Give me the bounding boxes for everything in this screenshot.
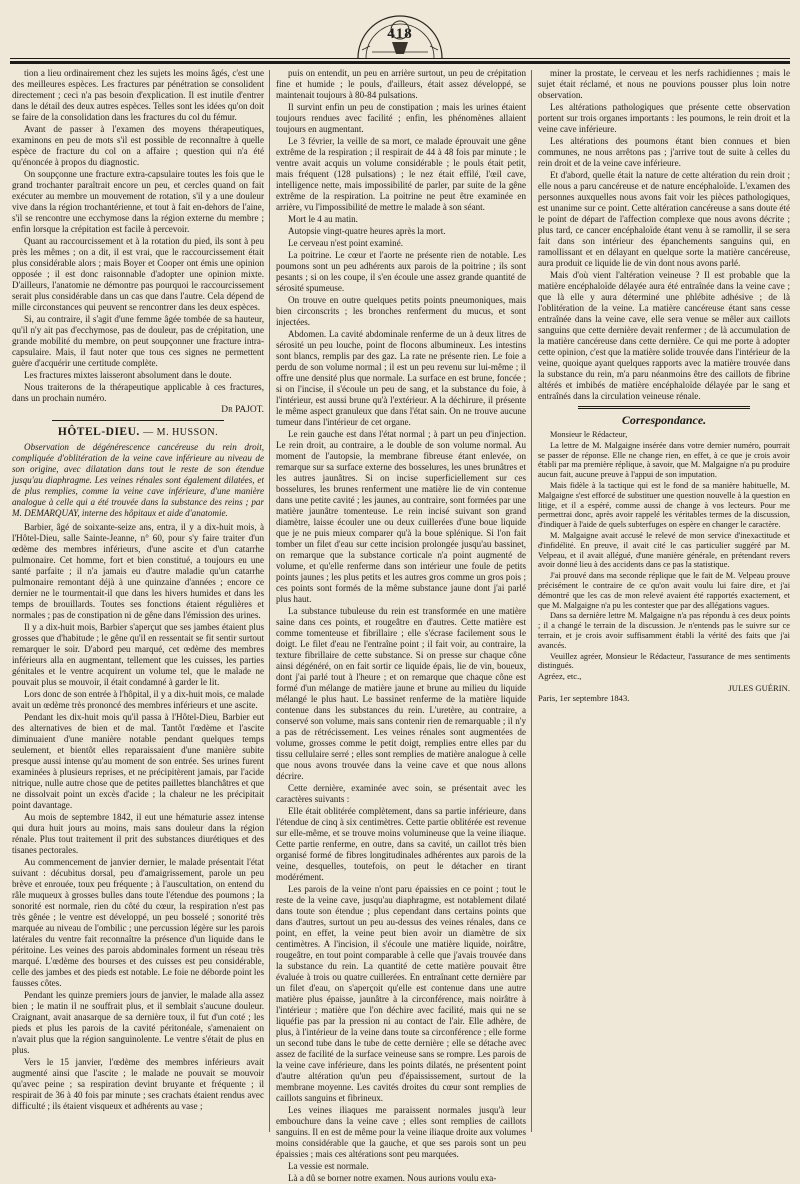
paragraph: Lors donc de son entrée à l'hôpital, il y a dix-huit mois, ce malade avait un œdème très prononcé des membres inférieurs et une ascite. (12, 689, 264, 710)
letter-body (538, 430, 790, 704)
paragraph: Au commencement de janvier dernier, le malade présentait l'état suivant : décubitus dorsal, peu d'amaigrissement, parole un peu brève et enrouée, toux peu fréquente ; à l'auscultation, on entend du râle muqueux à grosses bulles dans toute l'étendue des poumons ; la sonorité est normale, rien du côté du cœur, la respiration n'est pas très gênée ; le ventre est développé, un peu bosselé ; sonorité très marquée au niveau de l'ombilic ; une percussion légère sur les parois latérales du ventre fait reconnaître la présence d'un liquide dans le péritoine. Les veines des parois abdominales forment un réseau très marqué. L'œdème des bourses et des cuisses est peu considérable, celle des jambes et des pieds est notable. Le foie ne déborde point les fausses côtes. (12, 857, 265, 988)
section-divider (578, 406, 750, 409)
paragraph: Et d'abord, quelle était la nature de cette altération du rein droit ; elle nous a paru cancéreuse et de nature encéphaloïde. L'examen des personnes auxquelles nous avons fait voir les pièces pathologiques, est unanime sur ce point. Cette altération cancéreuse a sans doute été le point de départ de l'affection complexe que nous avons décrite ; plus tard, ce cancer encéphaloïde étant venu à se ramollir, il se sera fait dans son intérieur des épanchements sanguins qui, en ramollissant et en délayant en quelque sorte la matière cancéreuse, aura produit ce liquide lie de vin dont nous avons parlé. (538, 170, 790, 268)
correspondence-title: Correspondance. (621, 413, 707, 427)
paragraph: Le rein gauche est dans l'état normal ; à part un peu d'injection. Le rein droit, au contraire, a le double de son volume normal. Au moment de l'autopsie, la membrane fibreuse étant enlevée, on remarque sur sa surface externe des bosselures, les unes brunâtres et les autres jaunâtres. Si on incise superficiellement sur ces bosselures, les brunes renferment une matière lie de vin contenue dans une petite cavité ; les jaunes, au contraire, sont formées par une matière jaunâtre tomenteuse. Le rein incisé suivant son grand diamètre, laisse écouler une ou deux cuillerées d'une boue liquide que je ne puis mieux comparer qu'à la boue splénique. Si l'on fait tomber un filet d'eau sur cette incision prolongée jusqu'au bassinet, on remarque que la substance corticale n'a point augmenté de volume, et qu'elle renferme dans son intérieur une foule de petits points jaunes ; les plus petits et les autres gros comme un gros pois ; ces points sont formés de la même substance jaune dont j'ai parlé plus haut. (276, 429, 526, 604)
paragraph: Mais fidèle à la tactique qui est le fond de sa manière habituelle, M. Malgaigne s'est efforcé de substituer une question nouvelle à la question en litige, et il a espéré, comme aussi de change à vos lecteurs. Pour me permettrai donc, après avoir rappelé les véritables termes de la discussion, d'indiquer à l'aide de quels subterfuges on espère en changer le caractère. (538, 480, 790, 530)
paragraph: Avant de passer à l'examen des moyens thérapeutiques, examinons en peu de mots s'il est possible de reconnaître à quelle espèce de fracture du col on a affaire ; question qui n'a été qu'énoncée à propos du diagnostic. (12, 124, 264, 167)
paragraph: La vessie est normale. (288, 1161, 369, 1171)
section-title-text: HÔTEL-DIEU. (57, 426, 140, 438)
paragraph: Autopsie vingt-quatre heures après la mort. (288, 226, 446, 236)
column-2 (276, 68, 526, 1183)
letter-signature: JULES GUÉRIN. (728, 682, 790, 693)
page-number: 418 (387, 26, 413, 42)
section-title (12, 427, 264, 438)
dateline: Paris, 1er septembre 1843. (538, 692, 630, 703)
masthead (0, 0, 800, 68)
paragraph: Les veines iliaques me paraissent normales jusqu'à leur embouchure dans la veine cave ; elles sont remplies de caillots sanguins. Il en est de même pour la veine iliaque droite aux volumes moins considérable que la gauche, et que ses parois sont un peu épaissies ; mais ces altérations sont peu marquées. (276, 1105, 526, 1159)
paragraph: Pendant les dix-huit mois qu'il passa à l'Hôtel-Dieu, Barbier eut des alternatives de bien et de mal. Tantôt l'œdème et l'ascite diminuaient d'une manière notable pendant quelques temps seulement, et bientôt elles reparaissaient d'une manière subite presque aussi intense qu'au moment de son entrée. Ses urines furent examinées à plusieurs reprises, et ne précipitèrent jamais, par l'acide nitrique, nulle autre chose que de petites paillettes blanchâtres et que ne dissolvait point un excès d'acide ; la chaleur ne les précipitait point davantage. (12, 712, 264, 810)
paragraph: Mais d'où vient l'altération veineuse ? Il est probable que la matière encéphaloïde délayée aura été entraînée dans la veine cave ; que là elle y aura déterminé une phlébite adhésive ; de là l'oblitération de la veine. La matière cancéreuse étant sans cesse entraînée dans la veine cave, elle sera venue se mêler aux caillots sanguins que cette dernière devait renfermer ; de là accumulation de la matière cancéreuse dans cette dernière. Ce qui me porte à adopter cette opinion, c'est que la matière solide trouvée dans l'intérieur de la veine, quoique ayant quelques rapports avec la matière trouvée dans la substance du rein, m'a paru néanmoins être des caillots de fibrine altérés et imbibés de matière encéphaloïde délayée par le sang et entraînés dans la circulation veineuse rénale. (538, 270, 790, 401)
column-divider (269, 70, 270, 1132)
paragraph: Dans sa dernière lettre M. Malgaigne n'a pas répondu à ces deux points ; il a changé le terrain de la discussion. Je n'entends pas le suivre sur ce terrain, et je crois avoir suffisamment établi la vérité des faits que j'ai avancés. (538, 611, 790, 650)
paragraph: La lettre de M. Malgaigne insérée dans votre dernier numéro, pourrait se passer de réponse. Elle ne change rien, en effet, à ce que je crois avoir établi par ma première réplique, à savoir, que M. Malgaigne n'a pu produire aucun fait, aucune preuve à l'appui de son imputation. (538, 440, 790, 480)
paragraph: Pendant les quinze premiers jours de janvier, le malade alla assez bien ; le matin il ne souffrait plus, et il semblait s'aucune douleur. Craignant, avait anasarque de sa dernière toux, il fut d'un coté ; les pieds et plus les parois de la cavité péritonéale, s'amenaient on n'avait plus que la région sanguinolente. Le ventre s'était de plus en plus. (12, 990, 264, 1055)
paragraph: M. Malgaigne avait accusé le relevé de mon service d'inexactitude et d'infidélité. En preuve, il avait cité le cas particulier suggéré par M. Velpeau, et il avait allégué, d'une manière générale, en prétendant revers avoir donné lieu à des accidents dans ce pas la statistique. (538, 530, 790, 570)
section-subtitle: — M. HUSSON. (143, 427, 219, 438)
paragraph: Cette dernière, examinée avec soin, se présentait avec les caractères suivants : (276, 783, 526, 804)
paragraph: Veuillez agréer, Monsieur le Rédacteur, l'assurance de mes sentiments distingués. (538, 651, 790, 671)
paragraph: Abdomen. La cavité abdominale renferme de un à deux litres de sérosité un peu louche, point de flocons albumineux. Les intestins sont blancs, remplis par des gaz. La rate ne présente rien. Le foie a perdu de son volume normal ; il est un peu revenu sur lui-même ; il offre une densité plus que normale. La surface en est brune, foncée ; si on l'incise, il s'écoule un peu de sang, et la substance du foie, à l'intérieur, est aussi brune qu'à l'extérieur. A la déchirure, il présente le même aspect granuleux que dans l'état sain. On ne trouve aucune tumeur dans l'intérieur de cet organe. (276, 329, 526, 427)
column-divider (531, 70, 532, 1132)
paragraph: Vers le 15 janvier, l'œdème des membres inférieurs avait augmenté ainsi que l'ascite ; le malade ne pouvait se mouvoir qu'avec peine ; sa respiration devint bruyante et fréquente ; il respirait de 36 à 40 fois par minute ; ses crachats étaient rendus avec difficulté ; ils étaient visqueux et adhérents au vase ; (12, 1057, 264, 1111)
article-lead: Observation de dégénérescence cancéreuse du rein droit, compliquée d'oblitération de la veine cave inférieure au niveau de son origine, avec dilatation dans tout le reste de son étendue jusqu'au diaphragme. Les veines rénales sont également dilatées, et de plus remplies, comme la veine cave inférieure, d'une manière analogue à celle qui a été trouvée dans la substance des reins ; par M. DEMARQUAY, interne des hôpitaux et aide d'anatomie. (12, 442, 264, 518)
paragraph: J'ai prouvé dans ma seconde réplique que le fait de M. Velpeau prouve précisément le contraire de ce qu'on avait voulu lui faire dire, et j'ai démontré que les cas de mon relevé avaient été rapportés exactement, et que M. Malgaigne n'a pu les contester que par des allégations vagues. (538, 571, 790, 610)
paragraph: Elle était oblitérée complètement, dans sa partie inférieure, dans l'étendue de cinq à six centimètres. Cette partie oblitérée est revenue sur elle-même, et se trouve moins volumineuse que la veine iliaque. Cette partie renferme, en outre, dans sa cavité, un caillot très bien organisé formé de fibres longitudinales adhérentes aux parois de la veine, desquelles, toutefois, on peut le détacher en tirant modérément. (276, 806, 526, 882)
paragraph: Les parois de la veine n'ont paru épaissies en ce point ; tout le reste de la veine cave, jusqu'au diaphragme, est notablement dilaté dans toute son étendue ; plus cependant dans certains points que dans d'autres, surtout un peu au-dessus des veines rénales, dans ce point, en effet, la veine peut bien avoir un diamètre de six centimètres. A l'incision, il s'écoule une matière liquide, noirâtre, rougeâtre, en tout point comparable à celle que j'avais trouvée dans la substance du rein. La quantité de cette matière pouvait être évaluée à trois ou quatre cuillerées. En entraînant cette dernière par un filet d'eau, on s'aperçoit qu'elle est contenue dans une autre matière plus épaisse, jaunâtre à la circonférence, mais noirâtre à l'intérieur ; matière que l'on déchire avec facilité, mais qui ne se liquéfie pas par la pression ni au contact de l'air. Elle adhère, de plus, à l'intérieur de la veine dans toute sa circonférence ; elle forme un second tube dans le tube de cette dernière ; elle se détache avec assez de facilité de la surface veineuse sans se rompre. Les parois de la veine cave inférieure, dans les points dilatés, ne présentent point d'autre altération qu'un peu d'épaississement, surtout de la membrane moyenne. Les cavités droites du cœur sont remplies de caillots sanguins et fibrineux. (276, 884, 526, 1103)
paragraph: Les fractures mixtes laisseront absolument dans le doute. (24, 370, 232, 380)
paragraph: miner la prostate, le cerveau et les nerfs rachidiennes ; mais le sujet était réclamé, et nous ne pouvions pousser plus loin notre observation. (538, 68, 790, 100)
paragraph: On soupçonne une fracture extra-capsulaire toutes les fois que le grand trochanter paraîtrait encore un peu, et cercles quand on fait exécuter au membre un mouvement de rotation, s'il y a une douleur vive dans la région trochantérienne, et tout à fait en-dehors de l'aine, s'il se rencontre une ecchymose dans la région externe du membre ; enfin lorsque la crépitation est facile à percevoir. (12, 169, 264, 234)
paragraph: Les altérations des poumons étant bien connues et bien communes, ne nous arrêtons pas ; j'arrive tout de suite à celles du rein droit et de la veine cave inférieure. (538, 136, 790, 168)
paragraph: Le cerveau n'est point examiné. (288, 238, 404, 248)
paragraph: Le 3 février, la veille de sa mort, ce malade éprouvait une gêne extrême de la respiration ; il respirait de 44 à 48 fois par minute ; le ventre avait acquis un volume considérable ; le pouls était petit, mais fréquent (128 pulsations) ; le nez était effilé, l'œil cave, intelligence nette, mais impossibilité de parler, par suite de la gêne extrême de la respiration. La poitrine ne peut être examinée en arrière, vu l'impossibilité de mettre le malade à son séant. (276, 136, 526, 212)
column-3 (538, 68, 790, 1132)
section-divider (52, 420, 224, 421)
paragraph: Nous traiterons de la thérapeutique applicable à ces fractures, dans un prochain numéro. (12, 382, 264, 403)
paragraph: Mort le 4 au matin. (288, 214, 358, 224)
paragraph: puis on entendit, un peu en arrière surtout, un peu de crépitation fine et humide ; le pouls, d'ailleurs, était assez développé, se maintenait toujours à 80-84 pulsations. (276, 68, 526, 100)
header-rule-thick (10, 61, 790, 64)
paragraph: Il y a dix-huit mois, Barbier s'aperçut que ses jambes étaient plus grosses que d'habitude ; le gêne qu'il en ressentait se fit sentir surtout remarquer le soir. D'abord peu marqué, cet œdème des membres inférieurs alla en augmentant, tellement que les cuisses, les parties génitales et le ventre acquirent un volume tel, que le malade ne pouvait plus se mouvoir, il était condamné à garder le lit. (12, 622, 264, 687)
paragraph: Là a dû se borner notre examen. Nous aurions voulu exa- (288, 1173, 497, 1183)
paragraph: La poitrine. Le cœur et l'aorte ne présente rien de notable. Les poumons sont un peu adhérents aux parois de la poitrine ; ils sont pesants ; si on les coupe, il s'en écoule une assez grande quantité de sérosité spumeuse. (276, 250, 526, 293)
paragraph: Quant au raccourcissement et à la rotation du pied, ils sont à peu près les mêmes ; on a dit, il est vrai, que le raccourcissement était plus considérable alors ; mais Boyer et Cooper ont émis une opinion opposée ; il est donc raisonnable d'adopter une opinion mixte. D'ailleurs, l'anatomie ne démontre pas pourquoi le raccourcissement serait plus considérable dans un cas que dans l'autre. Cela dépend de mille circonstances qui peuvent se rencontrer dans les deux espèces. (12, 236, 264, 312)
header-rule (10, 58, 790, 59)
column-1 (12, 68, 264, 1132)
paragraph: tion a lieu ordinairement chez les sujets les moins âgés, c'est une des meilleures espèces. Les fractures par pénétration se consolident directement ; ceci n'a pas besoin d'explication. Il est inutile d'entrer dans le détail des deux autres espèces. Telles sont les idées qu'on doit se faire de la consolidation dans les fractures du col du fémur. (12, 68, 264, 122)
paragraph: La substance tubuleuse du rein est transformée en une matière saine dans ces points, et rougeâtre en d'autres. Cette matière est comme tomenteuse et fibrillaire ; elle s'écrase facilement sous le doigt. Le filet d'eau ne l'entraîne point ; il fait voir, au contraire, la texture fibrillaire de cette substance. Si on presse sur chaque cône ainsi dégénéré, on en fait sortir ce liquide épais, lie de vin, boueux, dont j'ai parlé tout à l'heure ; et on remarque que chaque cône est formé d'un mélange de matière jaune et brune au milieu du liquide mélangé le plus haut. Le bassinet renferme de la matière liquide contenue dans les substances du rein. L'uretère, au contraire, a conservé son volume, mais sans contenir rien de remarquable ; il n'y a pas de rétrécissement. Les veines rénales sont augmentées de volume, grosses comme le petit doigt, remplies entre elles par du tissu cellulaire serré ; elles sont remplies de matière analogue à celle que nous avons trouvée dans la veine cave et que nous allons décrire. (276, 606, 526, 781)
paragraph: Les altérations pathologiques que présente cette observation portent sur trois organes importants : les poumons, le rein droit et la veine cave inférieure. (538, 102, 790, 134)
paragraph: Si, au contraire, il s'agit d'une femme âgée tombée de sa hauteur, qu'il n'y ait pas d'ecchymose, pas de douleur, pas de crépitation, une grande mobilité du membre, on peut soupçonner une fracture intra-capsulaire. Mais, il faut noter que tous ces signes ne permettent guère d'acquérir une certitude complète. (12, 314, 264, 368)
paragraph: Il survint enfin un peu de constipation ; mais les urines étaient toujours rendues avec facilité ; enfin, les phénomènes allaient toujours en augmentant. (276, 102, 526, 134)
closing-formula: Agréez, etc., (538, 671, 582, 682)
paragraph: Au mois de septembre 1842, il eut une hématurie assez intense qui dura huit jours au moins, mais sans douleur dans la région rénale. Plus tout traitement il prit des substances diurétiques et des tisanes pectorales. (12, 812, 264, 855)
paragraph: On trouve en outre quelques petits points pneumoniques, mais bien circonscrits ; les bronches renferment du mucus, et sont injectées. (276, 295, 526, 327)
paragraph: Monsieur le Rédacteur, (550, 430, 628, 439)
author-signature: Dr PAJOT. (221, 405, 264, 415)
paragraph: Barbier, âgé de soixante-seize ans, entra, il y a dix-huit mois, à l'Hôtel-Dieu, salle Sainte-Jeanne, n° 60, pour s'y faire traiter d'un œdème des membres inférieurs, d'une ascite et d'un catarrhe pulmonaire. Cet homme, fort et bien constitué, a toujours eu une santé parfaite ; il n'a jamais eu d'autre maladie qu'un catarrhe pulmonaire remontant déjà à une quinzaine d'années ; encore ce dernier ne le tourmentait-il que dans les hivers humides et dans les temps de brouillards. Toutes ses fonctions étaient régulières et normales ; pas de constipation ni de gêne dans l'émission des urines. (12, 522, 264, 620)
